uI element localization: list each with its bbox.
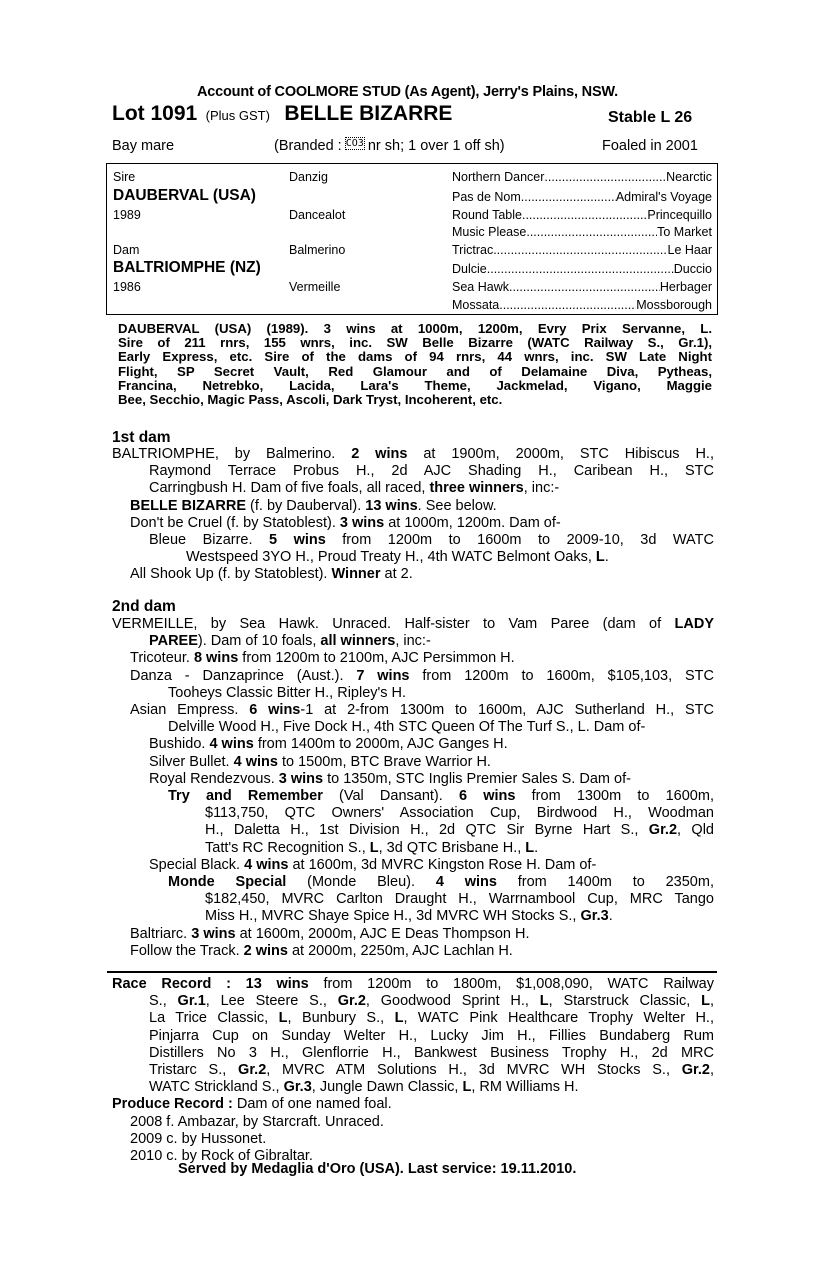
- dot-leader: [499, 298, 636, 312]
- text-line: [112, 771, 714, 788]
- branded-suffix: nr sh; 1 over 1 off sh): [363, 138, 505, 154]
- foaled: Foaled in 2001: [602, 138, 698, 154]
- t: 4 wins: [244, 856, 289, 873]
- plus-gst: (Plus GST): [205, 108, 270, 123]
- g3-name: Trictrac: [452, 243, 494, 257]
- t: Westspeed 3YO H., Proud Treaty H., 4th WATC Belmont Oaks,: [186, 549, 596, 566]
- sire-info-line: Bee, Secchio, Magic Pass, Ascoli, Dark Tryst, Incoherent, etc.: [118, 392, 503, 408]
- text-line: [112, 788, 714, 805]
- t: (f. by Dauberval).: [246, 497, 366, 514]
- dot-leader: [487, 262, 674, 276]
- dam-sire: Balmerino: [289, 243, 346, 257]
- t: Don't be Cruel (f. by Statoblest).: [130, 514, 340, 531]
- colour-sex: Bay mare: [112, 138, 175, 154]
- dot-leader: [493, 243, 667, 257]
- t: Royal Rendezvous.: [149, 770, 279, 787]
- text-line: [112, 549, 714, 566]
- text-line: [112, 480, 714, 497]
- t: from 1400m to 2000m, AJC Ganges H.: [253, 736, 508, 753]
- t: . See below.: [417, 497, 497, 514]
- t: three winners: [429, 480, 524, 497]
- text-line: [112, 754, 714, 771]
- dot-leader: [526, 225, 657, 239]
- g3-row: [452, 170, 712, 184]
- foal-item: 2008 f. Ambazar, by Starcraft. Unraced.: [130, 1113, 384, 1130]
- lot-title: [112, 102, 452, 126]
- text-line: [112, 1062, 714, 1079]
- t: L: [539, 993, 549, 1010]
- text-line: [112, 1028, 714, 1045]
- t: Gr.2: [238, 1062, 267, 1079]
- t: , WATC Pink Healthcare Trophy Welter H.,: [403, 1010, 714, 1027]
- dot-leader: [522, 208, 647, 222]
- t: ). Dam of 10 foals,: [197, 633, 321, 650]
- t: L: [278, 1010, 288, 1027]
- t: All Shook Up (f. by Statoblest).: [130, 566, 332, 583]
- text-line: [112, 943, 714, 960]
- t: Tooheys Classic Bitter H., Ripley's H.: [168, 684, 407, 701]
- g3-row: [452, 225, 712, 239]
- t: -1 at 2-from 1300m to 1600m, AJC Sutherland H., STC: [300, 702, 714, 719]
- sire-label: Sire: [113, 170, 136, 184]
- text-line: [112, 908, 714, 925]
- sire-info-line: Early Express, etc. Sire of the dams of 94 rnrs, 44 wnrs, inc. SW Late Night: [118, 349, 712, 365]
- text-line: [112, 650, 714, 667]
- text-line: [112, 616, 714, 633]
- t: L: [525, 839, 535, 856]
- t: $182,450, MVRC Carlton Draught H., Warrnambool Cup, MRC Tango: [205, 891, 714, 908]
- t: Bleue Bizarre.: [149, 532, 270, 549]
- g3-sire: Admiral's Voyage: [615, 190, 712, 204]
- t: BALTRIOMPHE, by Balmerino.: [112, 446, 352, 462]
- t: .: [608, 908, 613, 925]
- t: 3 wins: [278, 770, 324, 787]
- g3-name: Mossata: [452, 298, 500, 312]
- text-line: [112, 822, 714, 839]
- g3-name: Northern Dancer: [452, 170, 545, 184]
- t: Delville Wood H., Five Dock H., 4th STC Queen Of The Turf S., L. Dam of-: [168, 719, 646, 736]
- t: Bushido.: [149, 736, 210, 753]
- g3-sire: Herbager: [659, 280, 712, 294]
- g3-row: [452, 243, 712, 257]
- text-line: [112, 1045, 714, 1062]
- g3-sire: To Market: [657, 225, 712, 239]
- sire-sire: Danzig: [289, 170, 328, 184]
- g3-row: [452, 262, 712, 276]
- brand-mark: CO3: [345, 138, 364, 149]
- t: , RM Williams H.: [471, 1079, 579, 1096]
- text-line: [112, 515, 714, 532]
- text-line: [112, 1079, 714, 1096]
- sire-name: DAUBERVAL (USA): [113, 187, 256, 204]
- t: L: [595, 549, 605, 566]
- t: Gr.2: [337, 993, 366, 1010]
- first-dam-heading: 1st dam: [112, 429, 171, 446]
- section-divider: [107, 971, 717, 973]
- t: Winner: [331, 566, 381, 583]
- t: PAREE: [149, 633, 198, 650]
- t: L: [369, 839, 379, 856]
- t: to 1350m, STC Inglis Premier Sales S. Dam of-: [323, 770, 631, 787]
- text-line: [112, 532, 714, 549]
- t: Asian Empress.: [130, 702, 250, 719]
- text-line: [112, 719, 714, 736]
- account-line: Account of COOLMORE STUD (As Agent), Jerry's Plains, NSW.: [197, 84, 618, 100]
- served-by: Served by Medaglia d'Oro (USA). Last service: 19.11.2010.: [178, 1161, 577, 1177]
- t: Follow the Track.: [130, 942, 244, 959]
- dam-dam: Vermeille: [289, 280, 341, 294]
- t: Tatt's RC Recognition S.,: [205, 839, 370, 856]
- t: Try and Remember: [168, 788, 323, 805]
- second-dam-body: [112, 616, 714, 960]
- t: (Monde Bleu).: [286, 874, 436, 891]
- t: at 2000m, 2250m, AJC Lachlan H.: [287, 942, 513, 959]
- t: from 1200m to 1600m, $105,103, STC: [409, 667, 714, 684]
- t: La Trice Classic,: [149, 1010, 279, 1027]
- t: BELLE BIZARRE: [130, 497, 246, 514]
- t: , Starstruck Classic,: [548, 993, 702, 1010]
- t: ,: [709, 993, 714, 1010]
- t: Pinjarra Cup on Sunday Welter H., Lucky Jim H., Fillies Bundaberg Rum: [149, 1027, 714, 1044]
- t: to 1500m, BTC Brave Warrior H.: [277, 753, 491, 770]
- g3-sire: Princequillo: [647, 208, 712, 222]
- produce-record-label: Produce Record :: [112, 1096, 237, 1113]
- branded: [274, 138, 505, 154]
- g3-name: Pas de Nom: [452, 190, 521, 204]
- text-line: [112, 463, 714, 480]
- t: from 1300m to 1600m,: [515, 788, 714, 805]
- t: Tricoteur.: [130, 650, 194, 667]
- foal-item: 2009 c. by Hussonet.: [130, 1130, 267, 1147]
- dot-leader: [544, 170, 666, 184]
- t: 7 wins: [356, 667, 410, 684]
- text-line: [112, 805, 714, 822]
- g3-sire: Mossborough: [636, 298, 712, 312]
- text-line: [112, 685, 714, 702]
- t: , Bunbury S.,: [287, 1010, 395, 1027]
- sire-info: [118, 322, 712, 407]
- t: 5 wins: [269, 532, 326, 549]
- text-line: [112, 498, 714, 515]
- dam-name: BALTRIOMPHE (NZ): [113, 259, 261, 276]
- t: from 1200m to 1600m to 2009-10, 3d WATC: [325, 532, 714, 549]
- text-line: [112, 976, 714, 993]
- t: at 1600m, 2000m, AJC E Deas Thompson H.: [235, 925, 530, 942]
- foal-item: 2010 c. by Rock of Gibraltar.: [130, 1148, 313, 1165]
- lot-number: Lot 1091: [112, 102, 198, 125]
- dam-label: Dam: [113, 243, 140, 257]
- t: Miss H., MVRC Shaye Spice H., 3d MVRC WH Stocks S.,: [205, 908, 581, 925]
- t: Danza - Danzaprince (Aust.).: [130, 667, 357, 684]
- t: .: [604, 549, 609, 566]
- sire-info-line: Sire of 211 rnrs, 155 wnrs, inc. SW Belle Bizarre (WATC Railway S., Gr.1),: [118, 335, 712, 351]
- t: 2 wins: [243, 942, 288, 959]
- t: , Lee Steere S.,: [205, 993, 338, 1010]
- g3-sire: Le Haar: [667, 243, 712, 257]
- text-line: [112, 993, 714, 1010]
- t: 8 wins: [193, 650, 239, 667]
- t: Tristarc S.,: [149, 1062, 239, 1079]
- t: Raymond Terrace Probus H., 2d AJC Shading H., Caribean H., STC: [149, 463, 714, 480]
- text-line: [112, 1010, 714, 1027]
- text-line: [112, 633, 714, 650]
- sire-info-line: Francina, Netrebko, Lacida, Lara's Theme, Jackmelad, Vigano, Maggie: [118, 377, 712, 393]
- t: 3 wins: [339, 514, 385, 531]
- first-dam-body: [112, 446, 714, 584]
- t: Special Black.: [149, 856, 245, 873]
- text-line: [112, 1096, 714, 1113]
- sire-dam: Dancealot: [289, 208, 346, 222]
- t: from 1200m to 1800m, $1,008,090, WATC Railway: [308, 976, 714, 992]
- t: Silver Bullet.: [149, 753, 234, 770]
- dam-year: 1986: [113, 280, 141, 294]
- t: Gr.3: [283, 1079, 312, 1096]
- t: L: [462, 1079, 472, 1096]
- sire-info-line: DAUBERVAL (USA) (1989). 3 wins at 1000m, 1200m, Evry Prix Servanne, L.: [118, 321, 712, 336]
- t: Carringbush H. Dam of five foals, all raced,: [149, 480, 430, 497]
- t: WATC Strickland S.,: [149, 1079, 284, 1096]
- sire-info-line: Flight, SP Secret Vault, Red Glamour and of Delamaine Diva, Pytheas,: [118, 363, 712, 379]
- t: at 1000m, 1200m. Dam of-: [384, 514, 561, 531]
- text-line: [112, 446, 714, 463]
- g3-name: Round Table: [452, 208, 522, 222]
- t: 4 wins: [209, 736, 254, 753]
- g3-sire: Duccio: [673, 262, 712, 276]
- t: Gr.1: [177, 993, 206, 1010]
- t: Gr.3: [580, 908, 609, 925]
- t: ,: [709, 1062, 714, 1079]
- t: 3 wins: [191, 925, 236, 942]
- t: 2 wins: [351, 446, 408, 462]
- t: .: [534, 839, 539, 856]
- t: from 1200m to 2100m, AJC Persimmon H.: [238, 650, 515, 667]
- text-line: [112, 926, 714, 943]
- t: , inc:-: [523, 480, 560, 497]
- g3-row: [452, 280, 712, 294]
- t: (Val Dansant).: [322, 788, 459, 805]
- text-line: [112, 840, 714, 857]
- stable-number: Stable L 26: [608, 109, 693, 126]
- t: , Jungle Dawn Classic,: [311, 1079, 463, 1096]
- t: H., Daletta H., 1st Division H., 2d QTC Sir Byrne Hart S.,: [205, 822, 649, 839]
- t: 4 wins: [233, 753, 278, 770]
- g3-row: [452, 190, 712, 204]
- g3-name: Sea Hawk: [452, 280, 509, 294]
- text-line: [112, 736, 714, 753]
- t: from 1400m to 2350m,: [496, 874, 714, 891]
- t: , MVRC ATM Solutions H., 3d MVRC WH Stocks S.,: [266, 1062, 682, 1079]
- sire-year: 1989: [113, 208, 141, 222]
- g3-row: [452, 208, 712, 222]
- t: , Goodwood Sprint H.,: [365, 993, 540, 1010]
- branded-prefix: (Branded :: [274, 138, 346, 154]
- t: Distillers No 3 H., Glenflorrie H., Bankwest Business Trophy H., 2d MRC: [149, 1044, 714, 1061]
- t: , 3d QTC Brisbane H.,: [378, 839, 526, 856]
- t: at 1600m, 3d MVRC Kingston Rose H. Dam of-: [288, 856, 597, 873]
- dot-leader: [521, 190, 616, 204]
- t: Gr.2: [648, 822, 678, 839]
- text-line: [112, 874, 714, 891]
- t: 6 wins: [249, 702, 301, 719]
- text-line: [112, 668, 714, 685]
- t: Monde Special: [168, 874, 287, 891]
- t: 13 wins: [365, 497, 418, 514]
- g3-row: [452, 298, 712, 312]
- t: all winners: [320, 633, 396, 650]
- t: 4 wins: [435, 874, 497, 891]
- t: LADY: [674, 616, 714, 632]
- race-record: [112, 976, 714, 1165]
- t: Baltriarc.: [130, 925, 192, 942]
- second-dam-heading: 2nd dam: [112, 598, 176, 615]
- t: at 2.: [380, 566, 413, 583]
- text-line: [112, 891, 714, 908]
- horse-name: BELLE BIZARRE: [284, 102, 453, 125]
- g3-sire: Nearctic: [666, 170, 712, 184]
- t: Gr.2: [681, 1062, 710, 1079]
- race-record-label: Race Record :: [112, 976, 246, 992]
- text-line: [112, 702, 714, 719]
- t: L: [394, 1010, 404, 1027]
- t: VERMEILLE, by Sea Hawk. Unraced. Half-sister to Vam Paree (dam of: [112, 616, 675, 632]
- t: $113,750, QTC Owners' Association Cup, Birdwood H., Woodman: [205, 805, 714, 822]
- text-line: [112, 857, 714, 874]
- text-line: [112, 566, 714, 583]
- t: L: [701, 993, 710, 1010]
- t: Dam of one named foal.: [236, 1096, 392, 1113]
- t: at 1900m, 2000m, STC Hibiscus H.,: [407, 446, 714, 462]
- t: 6 wins: [458, 788, 516, 805]
- dot-leader: [509, 280, 660, 294]
- g3-name: Dulcie: [452, 262, 487, 276]
- t: 13 wins: [245, 976, 309, 992]
- g3-name: Music Please: [452, 225, 527, 239]
- t: , inc:-: [395, 633, 431, 650]
- t: S.,: [149, 993, 178, 1010]
- t: , Qld: [677, 822, 714, 839]
